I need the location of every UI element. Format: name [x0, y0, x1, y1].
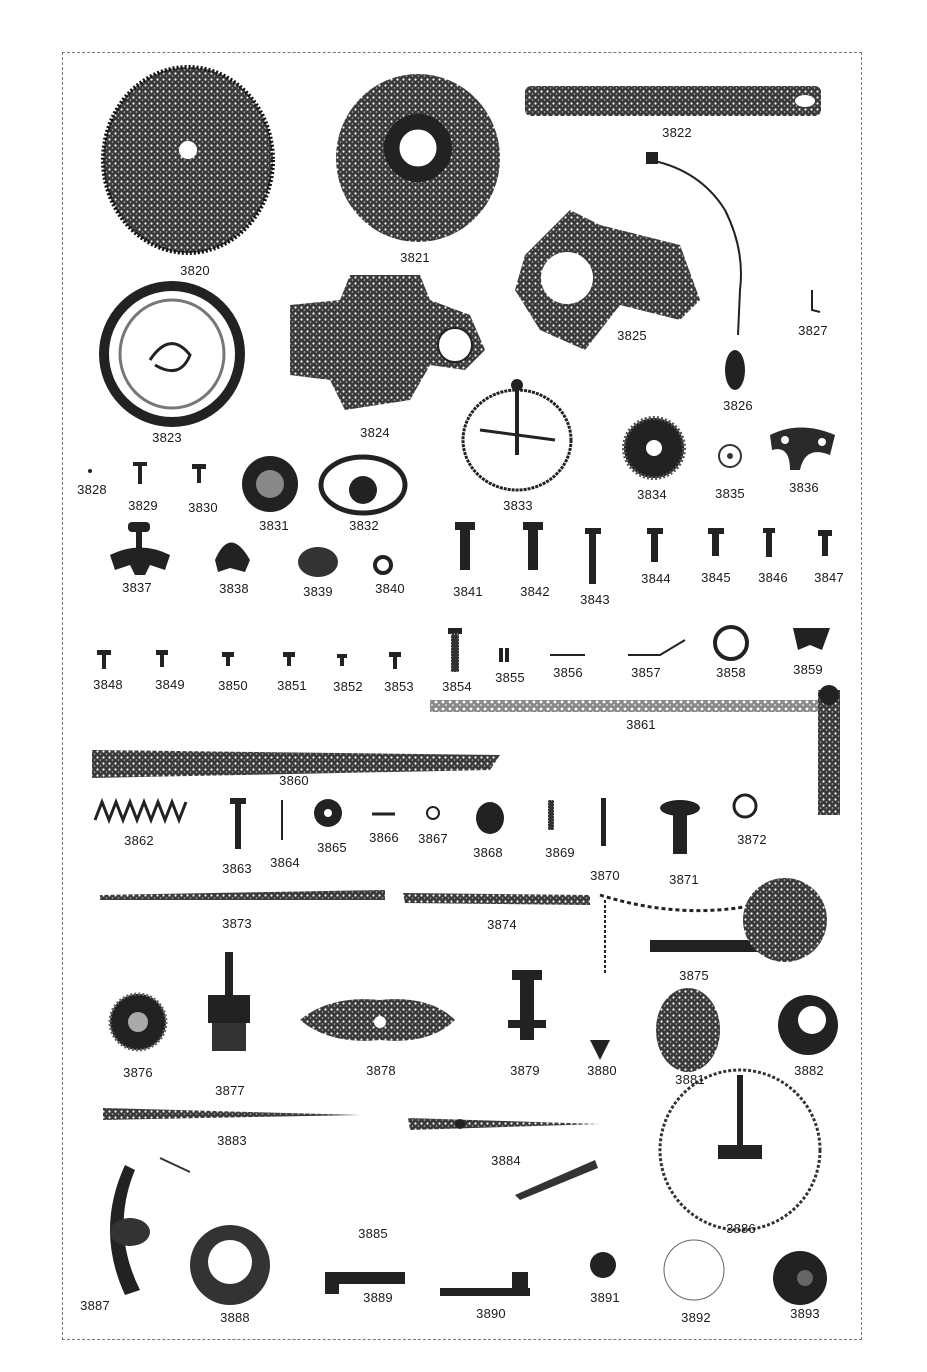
part-3847-screw [818, 530, 832, 556]
label-3823: 3823 [152, 430, 182, 445]
part-3883-hand [103, 1108, 360, 1120]
label-3890: 3890 [476, 1306, 506, 1321]
label-3839: 3839 [303, 584, 333, 599]
label-3880: 3880 [587, 1063, 617, 1078]
label-3874: 3874 [487, 917, 517, 932]
label-3858: 3858 [716, 665, 746, 680]
label-3826: 3826 [723, 398, 753, 413]
part-3874-hand [403, 893, 590, 905]
label-3841: 3841 [453, 584, 483, 599]
label-3860: 3860 [279, 773, 309, 788]
part-3886-wheel [660, 1070, 820, 1230]
label-3883: 3883 [217, 1133, 247, 1148]
part-3884-hand [408, 1118, 600, 1130]
label-3821: 3821 [400, 250, 430, 265]
part-3867-ring [427, 807, 439, 819]
label-3892: 3892 [681, 1310, 711, 1325]
label-3854: 3854 [442, 679, 472, 694]
part-3881-cannon [656, 988, 720, 1072]
label-3869: 3869 [545, 845, 575, 860]
label-3853: 3853 [384, 679, 414, 694]
part-3854-screw [448, 628, 462, 672]
part-3831-wheel [242, 456, 298, 512]
label-3827: 3827 [798, 323, 828, 338]
part-3825-bridge [515, 210, 700, 350]
part-3822-bar [525, 86, 821, 116]
part-3842-screw [523, 522, 543, 570]
label-3862: 3862 [124, 833, 154, 848]
label-3876: 3876 [123, 1065, 153, 1080]
label-3888: 3888 [220, 1310, 250, 1325]
label-3872: 3872 [737, 832, 767, 847]
label-3863: 3863 [222, 861, 252, 876]
label-3855: 3855 [495, 670, 525, 685]
label-3878: 3878 [366, 1063, 396, 1078]
label-3856: 3856 [553, 665, 583, 680]
label-3837: 3837 [122, 580, 152, 595]
part-3828-pin [88, 469, 92, 473]
label-3831: 3831 [259, 518, 289, 533]
label-3867: 3867 [418, 831, 448, 846]
part-3820-gear-disc [103, 67, 273, 253]
part-3873-hand [100, 890, 385, 900]
part-3853-screw [389, 652, 401, 669]
label-3848: 3848 [93, 677, 123, 692]
label-3842: 3842 [520, 584, 550, 599]
label-3889: 3889 [363, 1290, 393, 1305]
part-3878-lever [300, 999, 455, 1041]
label-3886: 3886 [726, 1221, 756, 1236]
part-3892-glass [664, 1240, 724, 1300]
part-3840-washer [375, 557, 391, 573]
part-3848-screw [97, 650, 111, 669]
label-3873: 3873 [222, 916, 252, 931]
label-3852: 3852 [333, 679, 363, 694]
label-3861: 3861 [626, 717, 656, 732]
label-3875: 3875 [679, 968, 709, 983]
label-3847: 3847 [814, 570, 844, 585]
label-3822: 3822 [662, 125, 692, 140]
label-3836: 3836 [789, 480, 819, 495]
label-3820: 3820 [180, 263, 210, 278]
label-3849: 3849 [155, 677, 185, 692]
part-3838-yoke [215, 543, 250, 573]
part-3887-lever [110, 1165, 150, 1295]
part-3890-bracket [440, 1272, 530, 1296]
part-3835-jewel [719, 445, 741, 467]
part-3829-screw [133, 462, 147, 484]
label-3834: 3834 [637, 487, 667, 502]
label-3838: 3838 [219, 581, 249, 596]
part-3824-bridge [290, 275, 485, 410]
part-3893-crown [773, 1251, 827, 1305]
part-3859-yoke [793, 628, 830, 650]
part-3843-screw [585, 528, 601, 584]
part-3841-screw [455, 522, 475, 570]
label-3881: 3881 [675, 1072, 705, 1087]
part-3880-cap [590, 1040, 610, 1060]
label-3832: 3832 [349, 518, 379, 533]
part-3855-pin [499, 648, 509, 662]
part-3861-lever [430, 685, 840, 815]
label-3885: 3885 [358, 1226, 388, 1241]
label-3879: 3879 [510, 1063, 540, 1078]
label-3835: 3835 [715, 486, 745, 501]
label-3871: 3871 [669, 872, 699, 887]
label-3844: 3844 [641, 571, 671, 586]
part-3821-barrel [336, 74, 500, 242]
label-3840: 3840 [375, 581, 405, 596]
label-3887: 3887 [80, 1298, 110, 1313]
part-3865-washer [314, 799, 342, 827]
part-3827-pin [812, 290, 820, 312]
label-3850: 3850 [218, 678, 248, 693]
part-3857-rod [628, 640, 685, 655]
part-3852-screw [337, 654, 347, 666]
part-3870-pin [601, 798, 606, 846]
label-3864: 3864 [270, 855, 300, 870]
part-3876-wheel [110, 994, 166, 1050]
part-3846-screw [763, 528, 775, 557]
part-3872-ring [734, 795, 756, 817]
label-3825: 3825 [617, 328, 647, 343]
part-3888-cup [190, 1225, 270, 1305]
label-3877: 3877 [215, 1083, 245, 1098]
part-3830-screw [192, 464, 206, 483]
label-3843: 3843 [580, 592, 610, 607]
part-3882-cup [778, 995, 838, 1055]
part-3877-arbor [208, 952, 250, 1051]
label-3891: 3891 [590, 1290, 620, 1305]
part-3836-yoke [770, 428, 835, 471]
part-3871-stud [660, 800, 700, 854]
label-3846: 3846 [758, 570, 788, 585]
label-3893: 3893 [790, 1306, 820, 1321]
label-3828: 3828 [77, 482, 107, 497]
part-3844-screw [647, 528, 663, 562]
part-3849-screw [156, 650, 168, 667]
label-3830: 3830 [188, 500, 218, 515]
part-3823-mainspring [104, 286, 240, 422]
label-3824: 3824 [360, 425, 390, 440]
label-3866: 3866 [369, 830, 399, 845]
part-3858-ring [715, 627, 747, 659]
part-3879-arbor [508, 970, 546, 1040]
part-3868-bush [476, 802, 504, 834]
label-3882: 3882 [794, 1063, 824, 1078]
part-3851-screw [283, 652, 295, 666]
part-3891-jewel [590, 1252, 616, 1278]
part-3850-screw [222, 652, 234, 666]
part-3885-spring [160, 1158, 598, 1200]
part-3832-wheel [321, 457, 405, 513]
part-3875-chain-assembly [600, 878, 827, 975]
part-3837-yoke [110, 522, 170, 575]
label-3851: 3851 [277, 678, 307, 693]
part-3869-pin [548, 800, 554, 830]
part-3863-screw [230, 798, 246, 849]
label-3833: 3833 [503, 498, 533, 513]
part-3845-screw [708, 528, 724, 556]
label-3857: 3857 [631, 665, 661, 680]
label-3868: 3868 [473, 845, 503, 860]
part-3834-gear [624, 418, 684, 478]
part-3839-wheel [298, 547, 338, 577]
part-3833-balance [463, 379, 571, 490]
label-3845: 3845 [701, 570, 731, 585]
part-3862-coil-spring [95, 802, 186, 820]
label-3870: 3870 [590, 868, 620, 883]
label-3829: 3829 [128, 498, 158, 513]
label-3859: 3859 [793, 662, 823, 677]
label-3884: 3884 [491, 1153, 521, 1168]
label-3865: 3865 [317, 840, 347, 855]
